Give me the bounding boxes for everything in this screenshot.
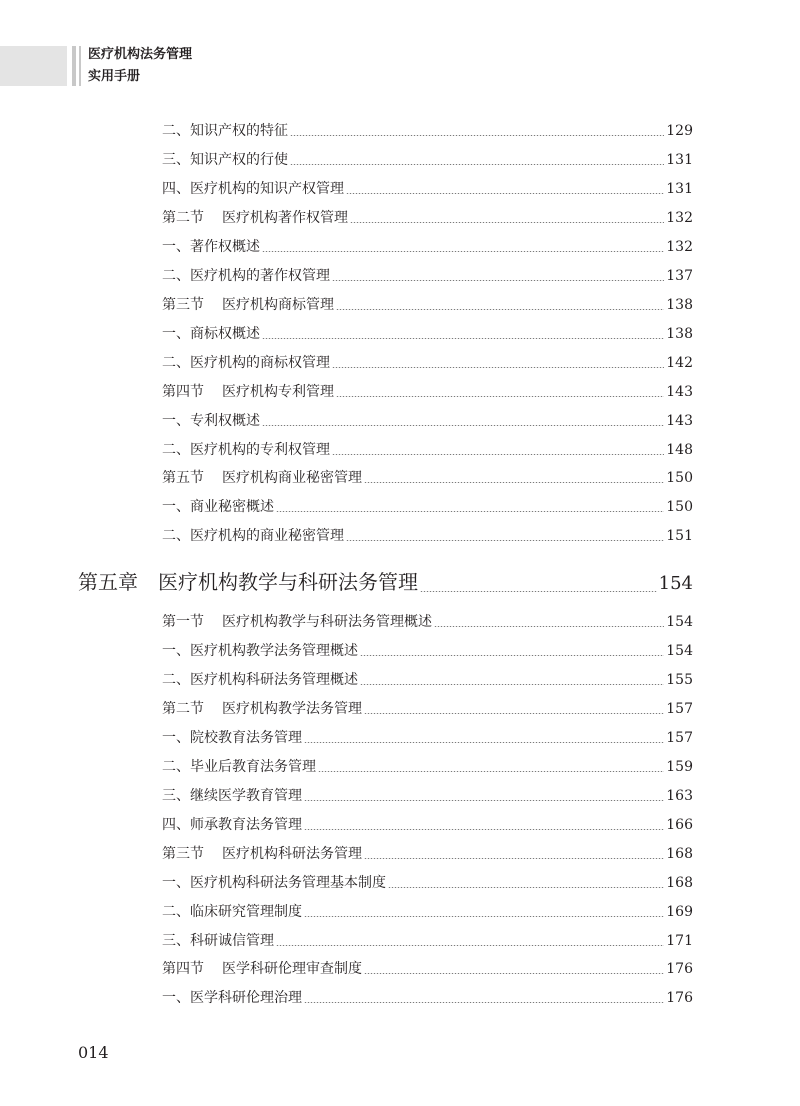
toc-entry-item	[162, 237, 693, 257]
toc-entry-title: 医疗机构商标管理	[222, 297, 334, 313]
dot-leader	[262, 425, 664, 426]
toc-entry-page-number: 138	[666, 326, 693, 342]
dot-leader	[304, 800, 664, 801]
toc-entry-page-number: 159	[666, 759, 693, 775]
toc-entry-title: 二、医疗机构的著作权管理	[162, 268, 330, 284]
toc-entry-item	[162, 815, 693, 835]
toc-entry-title: 一、商业秘密概述	[162, 499, 274, 515]
toc-entry-page-number: 150	[666, 499, 693, 515]
toc-entry-title: 一、医学科研伦理治理	[162, 990, 302, 1006]
toc-entry-page-number: 168	[666, 846, 693, 862]
toc-entry-page-number: 137	[666, 268, 693, 284]
toc-entry-title: 三、知识产权的行使	[162, 152, 288, 168]
running-header-title: 医疗机构法务管理	[88, 47, 193, 62]
toc-entry-item	[162, 902, 693, 922]
toc-entry-title: 四、师承教育法务管理	[162, 817, 302, 833]
toc-entry-title: 医疗机构著作权管理	[222, 210, 348, 226]
toc-entry-title: 二、医疗机构的商业秘密管理	[162, 528, 344, 544]
toc-entry-section	[162, 382, 693, 402]
toc-entry-number: 第一节	[162, 614, 204, 630]
toc-entry-item	[162, 786, 693, 806]
toc-entry-item	[162, 931, 693, 951]
toc-entry-title: 一、商标权概述	[162, 326, 260, 342]
toc-entry-section	[162, 959, 693, 979]
toc-entry-number: 第四节	[162, 384, 204, 400]
dot-leader	[304, 742, 664, 743]
toc-entry-item	[162, 873, 693, 893]
toc-entry-title: 二、知识产权的特征	[162, 123, 288, 139]
dot-leader	[276, 511, 664, 512]
toc-entry-page-number: 132	[666, 239, 693, 255]
toc-entry-page-number: 157	[666, 701, 693, 717]
dot-leader	[364, 713, 664, 714]
toc-entry-number: 第三节	[162, 846, 204, 862]
toc-entry-title: 二、医疗机构的商标权管理	[162, 355, 330, 371]
toc-entry-section	[162, 699, 693, 719]
dot-leader	[276, 945, 664, 946]
toc-entry-page-number: 151	[666, 528, 693, 544]
toc-entry-title: 一、医疗机构教学法务管理概述	[162, 643, 358, 659]
dot-leader	[304, 829, 664, 830]
toc-entry-number: 第四节	[162, 961, 204, 977]
running-header-subtitle: 实用手册	[88, 69, 141, 84]
toc-entry-item	[162, 266, 693, 286]
dot-leader	[360, 655, 664, 656]
toc-entry-title: 一、医疗机构科研法务管理基本制度	[162, 875, 386, 891]
toc-entry-title: 一、专利权概述	[162, 413, 260, 429]
toc-entry-section	[162, 468, 693, 488]
dot-leader	[318, 771, 664, 772]
dot-leader	[434, 626, 664, 627]
toc-entry-number: 第五节	[162, 470, 204, 486]
toc-entry-page-number: 154	[658, 573, 693, 594]
toc-entry-title: 三、科研诚信管理	[162, 933, 274, 949]
toc-entry-item	[162, 324, 693, 344]
dot-leader	[364, 858, 664, 859]
toc-entry-title: 医疗机构教学与科研法务管理概述	[222, 614, 432, 630]
dot-leader	[304, 916, 664, 917]
toc-entry-page-number: 163	[666, 788, 693, 804]
toc-entry-chapter	[78, 569, 693, 597]
toc-entry-page-number: 171	[666, 933, 693, 949]
toc-entry-page-number: 155	[666, 672, 693, 688]
dot-leader	[304, 1002, 664, 1003]
toc-entry-page-number: 131	[666, 152, 693, 168]
toc-entry-item	[162, 150, 693, 170]
dot-leader	[332, 367, 664, 368]
toc-entry-title: 二、毕业后教育法务管理	[162, 759, 316, 775]
toc-entry-page-number: 154	[666, 643, 693, 659]
toc-entry-title: 三、继续医学教育管理	[162, 788, 302, 804]
dot-leader	[346, 540, 664, 541]
toc-entry-item	[162, 757, 693, 777]
toc-entry-item	[162, 411, 693, 431]
toc-entry-page-number: 176	[666, 961, 693, 977]
toc-entry-page-number: 157	[666, 730, 693, 746]
toc-entry-item	[162, 440, 693, 460]
header-divider-thick	[72, 46, 76, 86]
toc-entry-page-number: 129	[666, 123, 693, 139]
toc-entry-title: 医学科研伦理审查制度	[222, 961, 362, 977]
header-divider-thin	[79, 46, 81, 86]
toc-entry-number: 第五章	[78, 570, 138, 594]
toc-entry-page-number: 166	[666, 817, 693, 833]
toc-entry-page-number: 176	[666, 990, 693, 1006]
toc-entry-item	[162, 670, 693, 690]
toc-entry-page-number: 150	[666, 470, 693, 486]
toc-entry-page-number: 154	[666, 614, 693, 630]
toc-entry-title: 二、医疗机构科研法务管理概述	[162, 672, 358, 688]
toc-entry-page-number: 148	[666, 442, 693, 458]
toc-entry-title: 四、医疗机构的知识产权管理	[162, 181, 344, 197]
dot-leader	[336, 309, 664, 310]
toc-entry-page-number: 138	[666, 297, 693, 313]
toc-entry-page-number: 143	[666, 384, 693, 400]
toc-entry-page-number: 168	[666, 875, 693, 891]
dot-leader	[350, 222, 664, 223]
toc-entry-page-number: 143	[666, 413, 693, 429]
toc-entry-page-number: 131	[666, 181, 693, 197]
toc-entry-section	[162, 612, 693, 632]
toc-entry-item	[162, 526, 693, 546]
toc-entry-page-number: 169	[666, 904, 693, 920]
dot-leader	[332, 454, 664, 455]
dot-leader	[332, 280, 664, 281]
toc-entry-item	[162, 641, 693, 661]
toc-entry-title: 一、院校教育法务管理	[162, 730, 302, 746]
dot-leader	[364, 482, 664, 483]
toc-entry-title: 二、医疗机构的专利权管理	[162, 442, 330, 458]
toc-entry-section	[162, 208, 693, 228]
header-gray-block	[0, 46, 67, 86]
dot-leader	[262, 251, 664, 252]
toc-entry-page-number: 142	[666, 355, 693, 371]
dot-leader	[290, 135, 664, 136]
toc-entry-title: 医疗机构商业秘密管理	[222, 470, 362, 486]
dot-leader	[290, 164, 664, 165]
toc-entry-item	[162, 179, 693, 199]
toc-entry-number: 第二节	[162, 701, 204, 717]
dot-leader	[336, 396, 664, 397]
page-number: 014	[78, 1043, 109, 1062]
toc-entry-item	[162, 121, 693, 141]
toc-entry-item	[162, 353, 693, 373]
toc-entry-item	[162, 988, 693, 1008]
toc-entry-item	[162, 728, 693, 748]
dot-leader	[420, 591, 657, 592]
toc-entry-title: 医疗机构专利管理	[222, 384, 334, 400]
toc-entry-item	[162, 497, 693, 517]
toc-entry-section	[162, 844, 693, 864]
dot-leader	[364, 973, 664, 974]
toc-entry-page-number: 132	[666, 210, 693, 226]
dot-leader	[360, 684, 664, 685]
dot-leader	[262, 338, 664, 339]
toc-entry-title: 医疗机构教学法务管理	[222, 701, 362, 717]
toc-entry-title: 一、著作权概述	[162, 239, 260, 255]
dot-leader	[388, 887, 664, 888]
toc-entry-title: 二、临床研究管理制度	[162, 904, 302, 920]
toc-entry-number: 第二节	[162, 210, 204, 226]
toc-entry-section	[162, 295, 693, 315]
dot-leader	[346, 193, 664, 194]
toc-entry-title: 医疗机构科研法务管理	[222, 846, 362, 862]
toc-entry-number: 第三节	[162, 297, 204, 313]
toc-entry-title: 医疗机构教学与科研法务管理	[158, 570, 418, 594]
